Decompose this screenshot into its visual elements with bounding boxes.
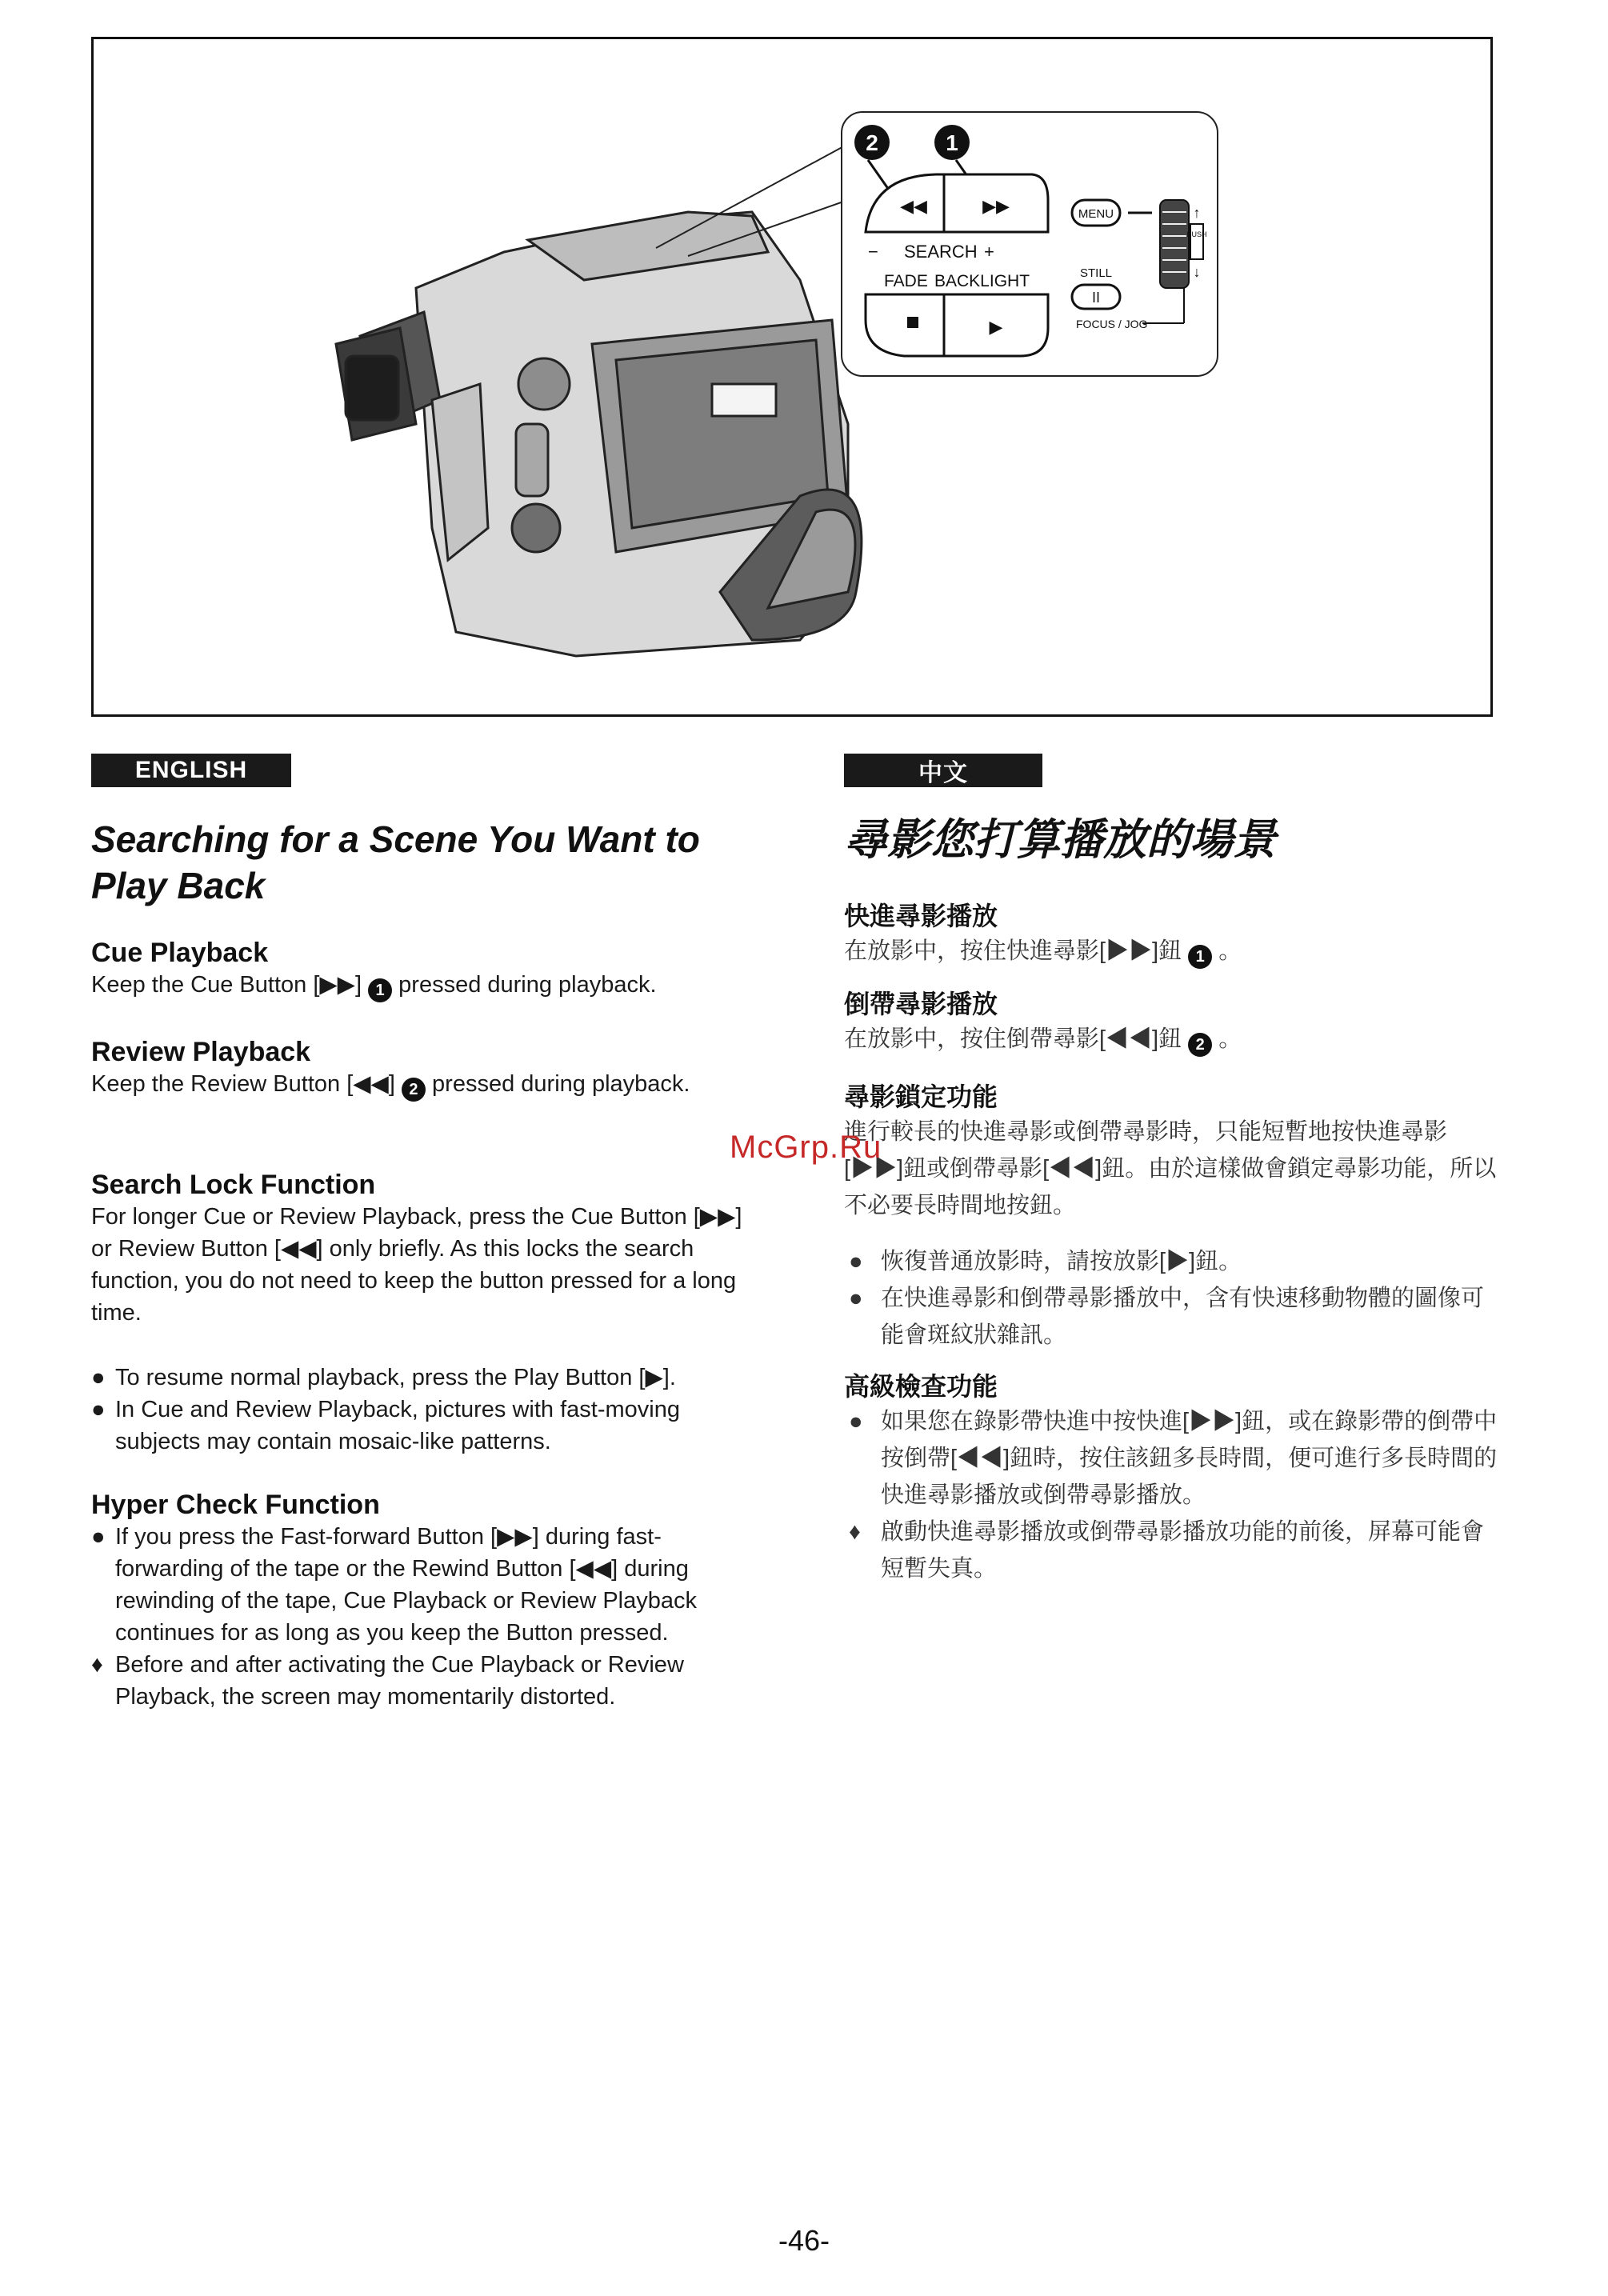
english-bullet-text: In Cue and Review Playback, pictures with fast-moving subjects may contain mosaic-like patterns. [115,1397,680,1454]
english-hyper-item [91,1649,747,1713]
english-section-tag: ENGLISH [91,754,291,787]
english-hyper-heading: Hyper Check Function [91,1490,380,1520]
chinese-section-tag: 中文 [844,754,1042,787]
chinese-cue-text-a: 在放影中，按住快進尋影[▶▶]鈕 [844,938,1182,964]
bullet-icon: ● [91,1397,106,1422]
page-number: -46- [778,2224,830,2257]
english-cue-text-a: Keep the Cue Button [▶▶] [91,972,362,998]
chinese-hyper-heading: 高級檢查功能 [844,1372,998,1401]
arrow-up-icon: ↑ [1193,205,1201,221]
chinese-review-text-a: 在放影中，按住倒帶尋影[◀◀]鈕 [844,1026,1182,1052]
chinese-bullet [844,1280,1500,1354]
chinese-cue-heading: 快進尋影播放 [844,902,998,930]
english-bullet [91,1362,747,1394]
english-cue-text [91,969,747,1002]
circle-number-2-icon: 2 [1188,1033,1212,1057]
arrow-down-icon: ↓ [1193,264,1201,280]
chinese-lock-heading: 尋影鎖定功能 [844,1082,998,1111]
diamond-bullet-icon: ♦ [849,1519,861,1545]
camcorder-icon [336,212,862,656]
play-icon: ▶ [989,317,1003,337]
search-plus-label: + [984,242,994,262]
english-cue-section [91,938,747,1002]
bullet-icon: ● [849,1249,863,1274]
backlight-label: BACKLIGHT [934,272,1030,290]
english-search-lock-section [91,1170,747,1329]
chinese-hyper-item-text: 啟動快進尋影播放或倒帶尋影播放功能的前後，屏幕可能會短暫失真。 [881,1519,1485,1582]
search-label: SEARCH [904,242,978,262]
english-hyper-item-text: If you press the Fast-forward Button [▶▶] during fast-forwarding of the tape or the Rewind Button [◀◀] during rewinding of the tape, Cue Playback or Review Playback continues for as long as you keep the Button pressed. [115,1524,697,1646]
diamond-bullet-icon: ♦ [91,1652,103,1678]
chinese-lock-section [844,1077,1500,1224]
watermark-text: McGrp.Ru [730,1130,882,1165]
english-bullets [91,1362,747,1458]
chinese-title: 尋影您打算播放的場景 [844,816,1276,864]
english-cue-heading: Cue Playback [91,938,269,968]
focus-jog-label: FOCUS / JOG [1076,318,1148,330]
camcorder-illustration [240,80,1232,704]
menu-label: MENU [1078,207,1114,221]
chinese-cue-text-b: 。 [1218,938,1242,964]
english-search-lock-heading: Search Lock Function [91,1170,376,1200]
chinese-bullet-text: 在快進尋影和倒帶尋影播放中，含有快速移動物體的圖像可能會斑紋狀雜訊。 [881,1286,1485,1348]
jog-dial-icon [1160,200,1189,288]
english-review-text-b: pressed during playback. [432,1071,690,1097]
fast-forward-icon: ▶▶ [982,196,1010,216]
bullet-icon: ● [849,1286,863,1311]
fade-label: FADE [884,272,928,290]
chinese-cue-text [844,933,1500,970]
stop-icon [907,317,918,328]
chinese-review-text [844,1021,1500,1058]
chinese-bullet-text: 恢復普通放影時，請按放影[▶]鈕。 [881,1249,1242,1274]
chinese-hyper-item [844,1514,1500,1587]
english-hyper-section [91,1490,747,1713]
english-cue-text-b: pressed during playback. [398,972,657,998]
chinese-cue-section [844,896,1500,970]
callout-number-2: 2 [866,130,878,155]
still-label: STILL [1080,266,1113,280]
english-hyper-item-text: Before and after activating the Cue Playback or Review Playback, the screen may momentarily distorted. [115,1652,684,1710]
chinese-hyper-item-text: 如果您在錄影帶快進中按快進[▶▶]鈕，或在錄影帶的倒帶中按倒帶[◀◀]鈕時，按住該鈕多長時間，便可進行多長時間的快進尋影播放或倒帶尋影播放。 [881,1409,1498,1508]
english-bullet [91,1394,747,1458]
chinese-bullets [844,1243,1500,1354]
english-review-heading: Review Playback [91,1037,311,1067]
bullet-icon: ● [91,1524,106,1550]
english-review-text [91,1068,747,1102]
bullet-icon: ● [91,1365,106,1390]
chinese-bullet [844,1243,1500,1280]
english-bullet-text: To resume normal playback, press the Play Button [▶]. [115,1365,676,1390]
circle-number-1-icon: 1 [368,978,392,1002]
callout-number-1: 1 [946,130,958,155]
english-review-text-a: Keep the Review Button [◀◀] [91,1071,395,1097]
english-review-section [91,1037,747,1102]
english-title: Searching for a Scene You Want to Play Back [91,818,700,906]
chinese-review-heading: 倒帶尋影播放 [844,990,998,1018]
english-search-lock-text: For longer Cue or Review Playback, press the Cue Button [▶▶] or Review Button [◀◀] only briefly. As this locks the search function, you do not need to keep the button pressed for a long time. [91,1204,742,1326]
chinese-review-section [844,984,1500,1058]
circle-number-2-icon: 2 [402,1078,426,1102]
svg-text:II: II [1091,290,1101,306]
chinese-hyper-item [844,1403,1500,1514]
bullet-icon: ● [849,1409,863,1434]
chinese-review-text-b: 。 [1218,1026,1242,1052]
chinese-lock-text: 進行較長的快進尋影或倒帶尋影時，只能短暫地按快進尋影[▶▶]鈕或倒帶尋影[◀◀]鈕。由於這樣做會鎖定尋影功能，所以不必要長時間地按鈕。 [844,1119,1497,1218]
stop-play-buttons [866,294,1048,356]
push-label: PUSH [1186,230,1207,238]
rewind-icon: ◀◀ [900,196,927,216]
circle-number-1-icon: 1 [1188,945,1212,969]
search-minus-label: − [868,242,878,262]
english-hyper-item [91,1521,747,1649]
chinese-hyper-section [844,1366,1500,1587]
